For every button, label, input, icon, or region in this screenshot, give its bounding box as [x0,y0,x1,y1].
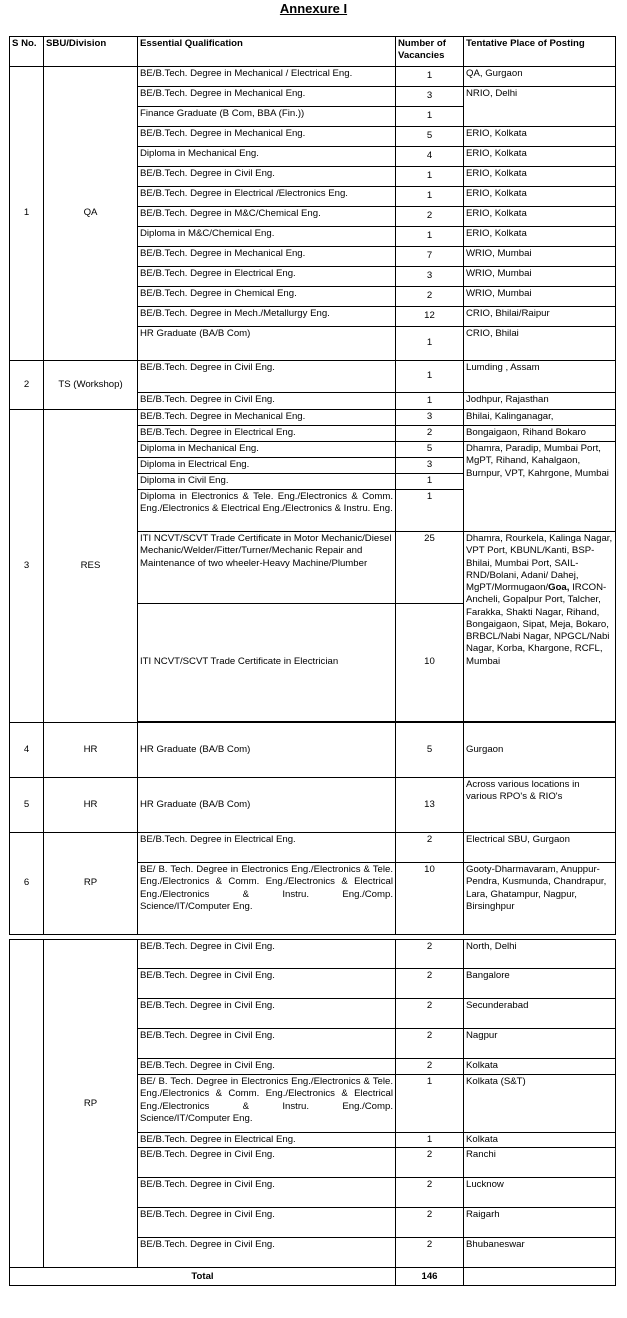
posting-cell: Electrical SBU, Gurgaon [464,833,616,863]
posting-cell: Ranchi [464,1148,616,1178]
header-posting: Tentative Place of Posting [464,37,616,67]
posting-cell [464,532,616,722]
posting-cell: NRIO, Delhi [464,87,616,127]
vacancy-cell: 2 [396,969,464,999]
vacancy-cell: 2 [396,1208,464,1238]
vacancy-cell: 2 [396,940,464,969]
qualification-cell: BE/B.Tech. Degree in Electrical Eng. [138,267,396,287]
posting-cell: Nagpur [464,1029,616,1059]
sbu-cell: QA [44,67,138,361]
qualification-cell: BE/B.Tech. Degree in Civil Eng. [138,1178,396,1208]
vacancy-cell: 1 [396,361,464,393]
sbu-cell: RP [44,833,138,935]
posting-cell: Bangalore [464,969,616,999]
qualification-cell: BE/B.Tech. Degree in Electrical Eng. [138,833,396,863]
qualification-cell: BE/B.Tech. Degree in Electrical /Electronics Eng. [138,187,396,207]
posting-cell: ERIO, Kolkata [464,127,616,147]
posting-cell: CRIO, Bhilai/Raipur [464,307,616,327]
vacancy-cell: 2 [396,1059,464,1075]
sno-cell: 5 [10,778,44,833]
table-row [10,778,616,833]
vacancy-cell: 1 [396,167,464,187]
posting-cell: Kolkata [464,1059,616,1075]
qualification-cell: ITI NCVT/SCVT Trade Certificate in Electrician [138,604,396,722]
posting-cell: WRIO, Mumbai [464,247,616,267]
vacancy-cell: 7 [396,247,464,267]
vacancy-cell: 2 [396,1029,464,1059]
posting-cell: Jodhpur, Rajasthan [464,393,616,410]
posting-text: IRCON-Ancheli, Gopalpur Port, Talcher, Farakka, Shakti Nagar, Rihand, Bongaigaon, Sipat, Meja, Bokaro, BRBCL/Nabi Nagar, NPGCL/Nabi Nagar, Korba, Khargone, RCFL, Mumbai [466,582,610,667]
qualification-cell: BE/B.Tech. Degree in Civil Eng. [138,393,396,410]
table-header-row [10,37,616,67]
vacancy-table [9,36,616,1286]
posting-cell: Bongaigaon, Rihand Bokaro [464,426,616,442]
posting-cell: ERIO, Kolkata [464,207,616,227]
vacancy-cell: 1 [396,1075,464,1133]
vacancy-cell: 5 [396,127,464,147]
qualification-cell: BE/B.Tech. Degree in Mech./Metallurgy Eng. [138,307,396,327]
vacancy-cell: 3 [396,87,464,107]
posting-cell: CRIO, Bhilai [464,327,616,361]
sbu-cell: RES [44,410,138,723]
vacancy-cell: 2 [396,287,464,307]
sbu-cell: HR [44,723,138,778]
vacancy-cell: 10 [396,604,464,722]
posting-cell: Dhamra, Paradip, Mumbai Port, MgPT, Rihand, Kahalgaon, Burnpur, VPT, Kahrgone, Mumbai [464,442,616,532]
vacancy-cell: 1 [396,187,464,207]
qualification-cell: HR Graduate (BA/B Com) [138,778,396,833]
vacancy-cell: 1 [396,67,464,87]
posting-cell: Across various locations in various RPO's & RIO's [464,778,616,833]
qualification-cell: BE/B.Tech. Degree in Civil Eng. [138,1208,396,1238]
qualification-cell: BE/B.Tech. Degree in Civil Eng. [138,167,396,187]
posting-cell: ERIO, Kolkata [464,227,616,247]
vacancy-cell: 10 [396,863,464,935]
sno-cell [10,940,44,1268]
vacancy-cell: 1 [396,107,464,127]
qualification-cell: Diploma in Electrical Eng. [138,458,396,474]
vacancy-cell: 12 [396,307,464,327]
table-row [10,361,616,393]
table-row [10,723,616,778]
posting-cell: ERIO, Kolkata [464,187,616,207]
vacancy-cell: 2 [396,1148,464,1178]
qualification-cell: BE/B.Tech. Degree in Civil Eng. [138,1059,396,1075]
header-vacancies: Number of Vacancies [396,37,464,67]
sno-cell: 2 [10,361,44,410]
posting-cell: Gooty-Dharmavaram, Anuppur- Pendra, Kusmunda, Chandrapur, Lara, Ghatampur, Nagpur, Birsinghpur [464,863,616,935]
qualification-cell: BE/B.Tech. Degree in M&C/Chemical Eng. [138,207,396,227]
header-sno: S No. [10,37,44,67]
total-label: Total [10,1268,396,1286]
vacancy-cell: 13 [396,778,464,833]
posting-cell: WRIO, Mumbai [464,287,616,307]
qualification-cell: ITI NCVT/SCVT Trade Certificate in Motor Mechanic/Diesel Mechanic/Welder/Fitter/Turner/Mechanic Repair and Maintenance of two wheeler-Heavy Machine/Plumber [138,532,396,604]
posting-cell: Bhilai, Kalinganagar, [464,410,616,426]
qualification-cell: BE/B.Tech. Degree in Civil Eng. [138,1238,396,1268]
vacancy-cell: 2 [396,999,464,1029]
vacancy-cell: 2 [396,1238,464,1268]
qualification-cell: BE/ B. Tech. Degree in Electronics Eng./Electronics & Tele. Eng./Electronics & Comm. Eng./Electronics & Electrical Eng./Electronics & Instru. Eng./Comp. Science/IT/Computer Eng. [138,863,396,935]
vacancy-cell: 1 [396,227,464,247]
posting-cell: QA, Gurgaon [464,67,616,87]
vacancy-cell: 2 [396,833,464,863]
vacancy-cell: 1 [396,490,464,532]
header-sbu: SBU/Division [44,37,138,67]
page-title: Annexure I [279,1,348,16]
qualification-cell: BE/B.Tech. Degree in Civil Eng. [138,940,396,969]
posting-cell: Lucknow [464,1178,616,1208]
vacancy-cell: 1 [396,474,464,490]
vacancy-cell: 3 [396,410,464,426]
qualification-cell: BE/B.Tech. Degree in Mechanical Eng. [138,127,396,147]
qualification-cell: BE/B.Tech. Degree in Chemical Eng. [138,287,396,307]
qualification-cell: BE/B.Tech. Degree in Civil Eng. [138,999,396,1029]
sbu-cell: RP [44,940,138,1268]
table-row [10,833,616,863]
posting-text: Dhamra, Rourkela, Kalinga Nagar, VPT Port, KBUNL/Kanti, BSP-Bhilai, Mumbai Port, SAIL-RND/Bolani, Adani/ Dahej, MgPT/Mormugaon/ [466,533,613,594]
vacancy-cell: 5 [396,442,464,458]
qualification-cell: Diploma in Electronics & Tele. Eng./Electronics & Comm. Eng./Electronics & Electrical Eng./Electronics & Instru. Eng. [138,490,396,532]
vacancy-cell: 3 [396,267,464,287]
qualification-cell: BE/ B. Tech. Degree in Electronics Eng./Electronics & Tele. Eng./Electronics & Comm. Eng./Electronics & Electrical Eng./Electronics & Instru. Eng./Comp. Science/IT/Computer Eng. [138,1075,396,1133]
posting-cell: Kolkata [464,1133,616,1148]
qualification-cell: HR Graduate (BA/B Com) [138,327,396,361]
posting-text-bold: Goa, [548,582,570,594]
sno-cell: 6 [10,833,44,935]
header-qualification: Essential Qualification [138,37,396,67]
qualification-cell: BE/B.Tech. Degree in Mechanical Eng. [138,247,396,267]
posting-cell: Secunderabad [464,999,616,1029]
posting-cell: ERIO, Kolkata [464,147,616,167]
vacancy-cell: 2 [396,207,464,227]
qualification-cell: BE/B.Tech. Degree in Civil Eng. [138,1148,396,1178]
qualification-cell: BE/B.Tech. Degree in Mechanical Eng. [138,410,396,426]
posting-cell: Kolkata (S&T) [464,1075,616,1133]
qualification-cell: BE/B.Tech. Degree in Civil Eng. [138,969,396,999]
qualification-cell: Finance Graduate (B Com, BBA (Fin.)) [138,107,396,127]
table-row [10,940,616,969]
qualification-cell: BE/B.Tech. Degree in Civil Eng. [138,1029,396,1059]
table-row [10,67,616,87]
posting-cell: Bhubaneswar [464,1238,616,1268]
vacancy-cell: 5 [396,723,464,778]
vacancy-cell: 3 [396,458,464,474]
vacancy-cell: 1 [396,1133,464,1148]
vacancy-cell: 2 [396,1178,464,1208]
qualification-cell: BE/B.Tech. Degree in Electrical Eng. [138,1133,396,1148]
total-value: 146 [396,1268,464,1286]
qualification-cell: Diploma in Mechanical Eng. [138,147,396,167]
sno-cell: 4 [10,723,44,778]
total-row [10,1268,616,1286]
qualification-cell: Diploma in Civil Eng. [138,474,396,490]
posting-cell: ERIO, Kolkata [464,167,616,187]
sno-cell: 3 [10,410,44,723]
sno-cell: 1 [10,67,44,361]
qualification-cell: BE/B.Tech. Degree in Mechanical / Electrical Eng. [138,67,396,87]
sbu-cell: HR [44,778,138,833]
posting-cell: Lumding , Assam [464,361,616,393]
table-row [10,410,616,426]
qualification-cell: BE/B.Tech. Degree in Civil Eng. [138,361,396,393]
total-blank [464,1268,616,1286]
vacancy-cell: 4 [396,147,464,167]
posting-cell: Gurgaon [464,723,616,778]
sbu-cell: TS (Workshop) [44,361,138,410]
vacancy-cell: 25 [396,532,464,604]
qualification-cell: Diploma in Mechanical Eng. [138,442,396,458]
vacancy-cell: 2 [396,426,464,442]
vacancy-cell: 1 [396,327,464,361]
posting-cell: Raigarh [464,1208,616,1238]
vacancy-cell: 1 [396,393,464,410]
posting-cell: North, Delhi [464,940,616,969]
posting-cell: WRIO, Mumbai [464,267,616,287]
qualification-cell: BE/B.Tech. Degree in Mechanical Eng. [138,87,396,107]
qualification-cell: HR Graduate (BA/B Com) [138,723,396,778]
qualification-cell: Diploma in M&C/Chemical Eng. [138,227,396,247]
qualification-cell: BE/B.Tech. Degree in Electrical Eng. [138,426,396,442]
